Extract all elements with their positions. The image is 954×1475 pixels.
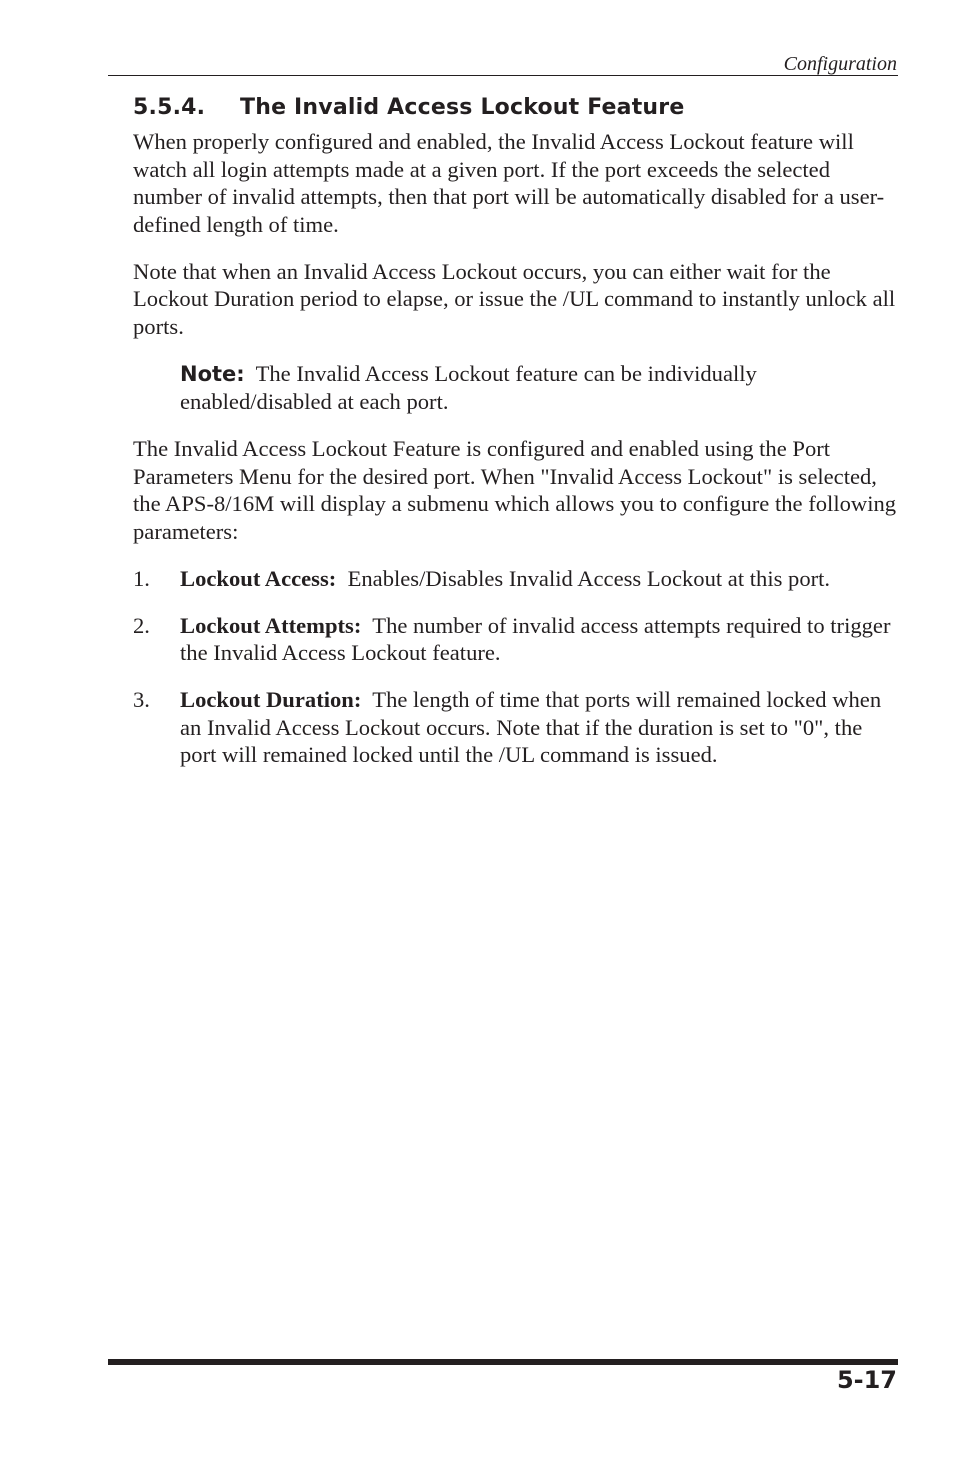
list-item-term: Lockout Attempts: [180, 612, 362, 638]
section-heading [133, 94, 684, 122]
list-item-term: Lockout Duration: [180, 687, 362, 712]
list-item-number: 1. [133, 565, 150, 591]
running-head: Configuration [783, 53, 897, 75]
list-item [133, 686, 898, 769]
paragraph-configuration: The Invalid Access Lockout Feature is configured and enabled using the Port Parameters Menu for the desired port. When "Invalid Access Lockout" is selected, the APS-8/16M will display a submenu which allows you to configure the following parameters: [133, 436, 897, 544]
list-item-term: Lockout Access: [180, 565, 337, 591]
list-item-description: The number of invalid access attempts required to trigger the Invalid Access Lockout feature. [180, 612, 891, 665]
footer-rule [108, 1359, 898, 1365]
paragraph-intro: When properly configured and enabled, the Invalid Access Lockout feature will watch all login attempts made at a given port. If the port exceeds the selected number of invalid attempts, then that port will be automatically disabled for a user-defined length of time. [133, 129, 885, 237]
list-item-text [180, 565, 898, 593]
header-rule [108, 75, 898, 76]
note-block [180, 360, 898, 416]
section-number: 5.5.4. [133, 95, 206, 120]
section-title: The Invalid Access Lockout Feature [240, 95, 685, 120]
list-item [133, 565, 898, 593]
list-item-text [180, 686, 898, 769]
list-item-number: 3. [133, 687, 150, 712]
body-text [133, 128, 898, 788]
list-item-description: The length of time that ports will remained locked when an Invalid Access Lockout occurs. Note that if the duration is set to "0", the port will remained locked until the /UL command is issued. [180, 687, 882, 767]
list-item-description: Enables/Disables Invalid Access Lockout at this port. [347, 565, 831, 591]
list-item-number: 2. [133, 612, 150, 638]
list-item-text [180, 612, 898, 667]
paragraph-lockout-occurs: Note that when an Invalid Access Lockout occurs, you can either wait for the Lockout Duration period to elapse, or issue the /UL command to instantly unlock all ports. [133, 258, 896, 339]
note-label: Note: [180, 361, 245, 386]
list-item [133, 612, 898, 667]
page-number: 5-17 [836, 1366, 897, 1394]
note-text: The Invalid Access Lockout feature can be individually enabled/disabled at each port. [180, 360, 757, 414]
